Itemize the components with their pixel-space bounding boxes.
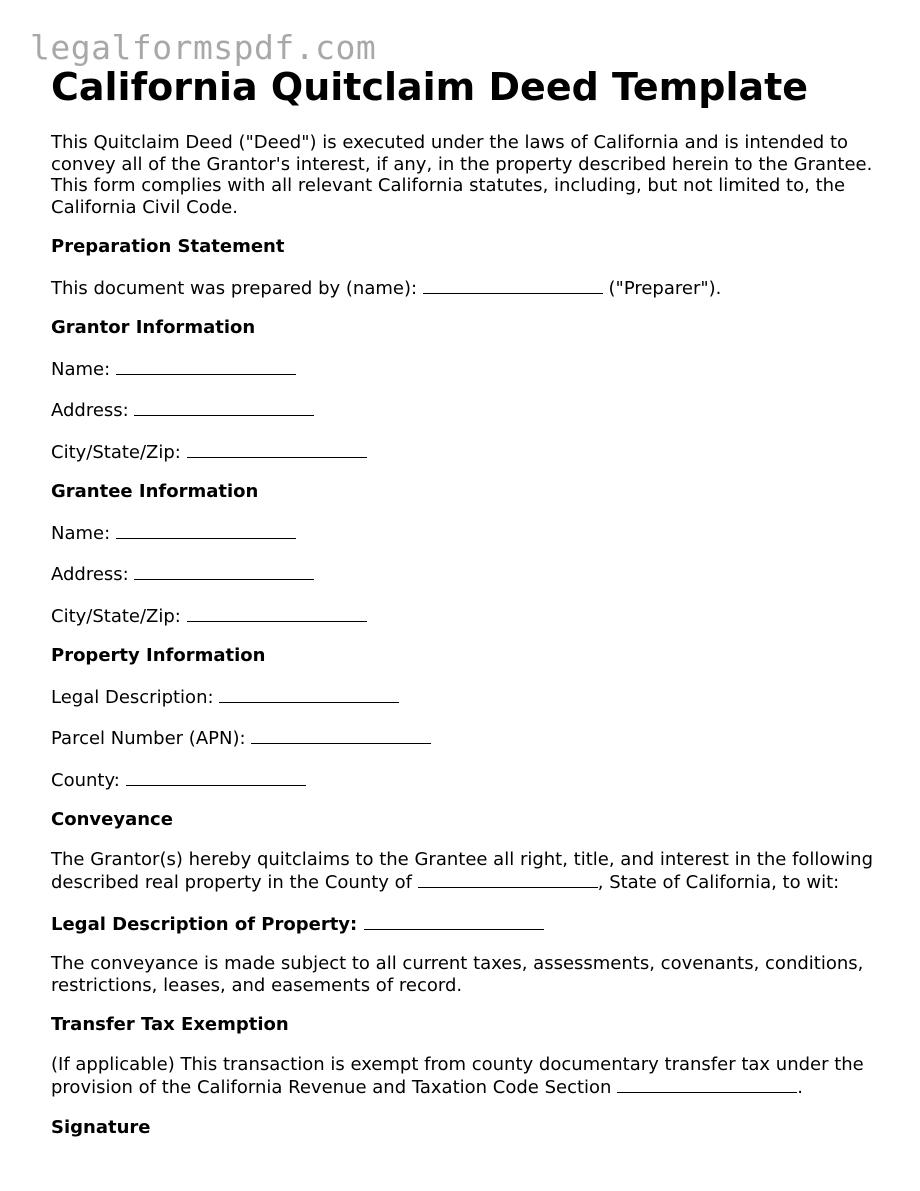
watermark: legalformspdf.com (30, 28, 377, 67)
intro-paragraph: This Quitclaim Deed ("Deed") is executed under the laws of California and is intended to convey all of the Grantor's interest, if any, in the property described herein to the Grantee. This form complies with all relevant California statutes, including, but not limited to, the California Civil Code. (51, 132, 873, 218)
county-line (51, 768, 881, 792)
legal-description-field[interactable] (219, 685, 399, 703)
grantee-heading: Grantee Information (51, 481, 259, 502)
conveyance-heading: Conveyance (51, 809, 173, 830)
transfer-tax-paragraph (51, 1054, 881, 1099)
signature-heading: Signature (51, 1116, 151, 1138)
subject-paragraph: The conveyance is made subject to all current taxes, assessments, covenants, conditions, restrictions, leases, and easements of record. (51, 953, 864, 996)
property-heading: Property Information (51, 645, 266, 666)
preparer-suffix: ("Preparer"). (608, 277, 722, 299)
page-title: California Quitclaim Deed Template (51, 65, 809, 109)
grantee-city-label: City/State/Zip: (51, 605, 181, 627)
grantor-address-label: Address: (51, 400, 129, 421)
grantor-heading: Grantor Information (51, 317, 256, 338)
preparation-heading: Preparation Statement (51, 236, 285, 257)
legal-description-property-field[interactable] (364, 912, 544, 930)
transfer-tax-heading: Transfer Tax Exemption (51, 1014, 289, 1035)
county-label: County: (51, 769, 120, 791)
grantee-address-field[interactable] (134, 562, 314, 580)
preparer-name-field[interactable] (423, 276, 603, 294)
grantor-address-field[interactable] (134, 398, 314, 416)
transfer-tax-suffix: . (797, 1077, 803, 1098)
preparer-line (51, 276, 881, 300)
conveyance-paragraph (51, 849, 881, 894)
grantor-city-line (51, 440, 881, 464)
legal-description-line (51, 685, 881, 709)
grantee-name-line (51, 521, 881, 545)
grantor-name-field[interactable] (116, 357, 296, 375)
grantor-name-label: Name: (51, 358, 111, 380)
grantor-address-line (51, 398, 881, 422)
grantor-city-label: City/State/Zip: (51, 441, 181, 463)
parcel-number-label: Parcel Number (APN): (51, 728, 246, 749)
legal-description-label: Legal Description: (51, 686, 214, 708)
tax-code-section-field[interactable] (617, 1075, 797, 1093)
grantee-city-field[interactable] (187, 604, 367, 622)
grantee-address-label: Address: (51, 564, 129, 585)
grantee-city-line (51, 604, 881, 628)
document-body (51, 64, 881, 1138)
conveyance-county-field[interactable] (418, 870, 598, 888)
parcel-number-field[interactable] (251, 726, 431, 744)
parcel-number-line (51, 726, 881, 750)
grantee-address-line (51, 562, 881, 586)
legal-description-property-line (51, 912, 881, 936)
transfer-tax-text: (If applicable) This transaction is exempt from county documentary transfer tax under the provision of the California Revenue and Taxation Code Section (51, 1053, 864, 1098)
conveyance-text-suffix: , State of California, to wit: (597, 872, 840, 893)
conveyance-text: The Grantor(s) hereby quitclaims to the Grantee all right, title, and interest in the following described real property in the County of (51, 848, 873, 893)
grantee-name-label: Name: (51, 522, 111, 544)
grantor-city-field[interactable] (187, 440, 367, 458)
grantor-name-line (51, 357, 881, 381)
preparer-label: This document was prepared by (name): (51, 277, 418, 299)
county-field[interactable] (126, 768, 306, 786)
legal-description-property-heading: Legal Description of Property: (51, 913, 358, 935)
grantee-name-field[interactable] (116, 521, 296, 539)
